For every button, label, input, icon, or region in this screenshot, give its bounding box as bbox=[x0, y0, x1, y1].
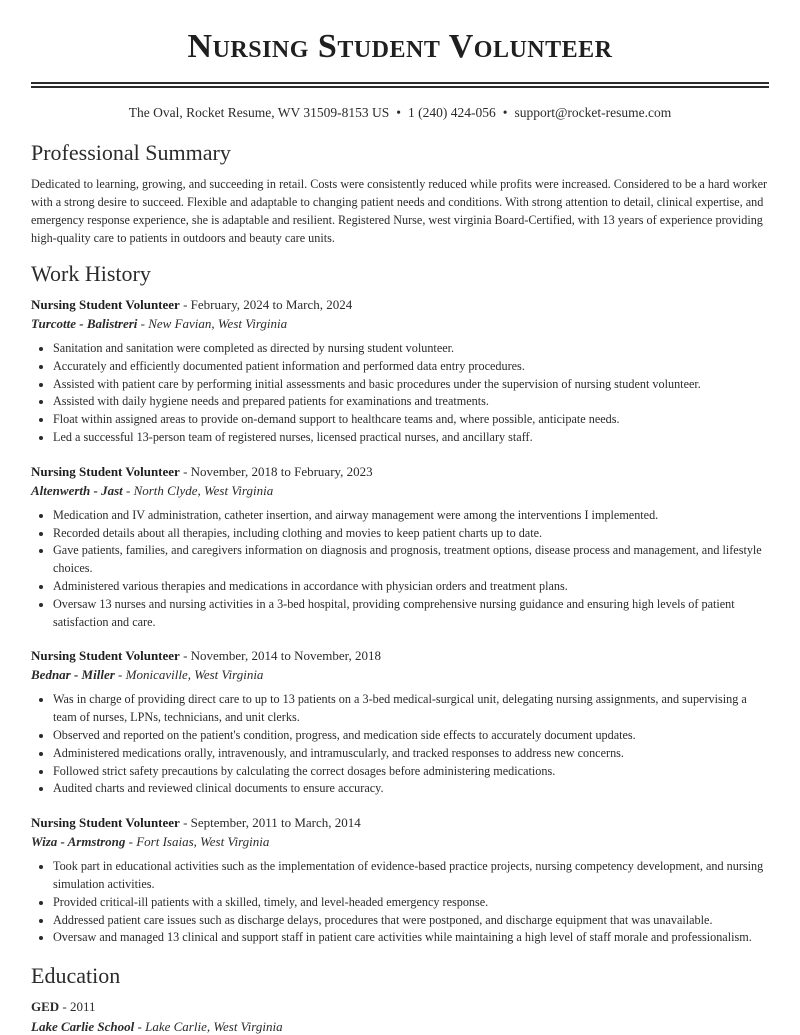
job-duty-item: • Oversaw 13 nurses and nursing activities in a 3-bed hospital, providing comprehensive nursing guidance and ensuring high levels of patient satisfaction and care. bbox=[53, 596, 769, 632]
job-duty-item: • Took part in educational activities such as the implementation of evidence-based practice projects, nursing competency development, and nursing simulation activities. bbox=[53, 858, 769, 894]
job-role: Nursing Student Volunteer bbox=[31, 297, 180, 312]
job-duty-item: • Oversaw and managed 13 clinical and support staff in patient care activities while maintaining a high level of staff morale and professionalism. bbox=[53, 929, 769, 947]
section-title-work-history: Work History bbox=[31, 261, 151, 286]
header-divider-top bbox=[31, 82, 769, 84]
job-duty-item: • Administered medications orally, intravenously, and intramuscularly, and tracked responses to address new concerns. bbox=[53, 745, 769, 763]
job-location: - Monicaville, West Virginia bbox=[114, 667, 264, 683]
job-duty-item: • Float within assigned areas to provide on-demand support to healthcare teams and, where possible, anticipate needs. bbox=[53, 411, 769, 429]
job-location: - New Favian, West Virginia bbox=[137, 316, 288, 331]
job-duty-item: • Followed strict safety precautions by calculating the correct dosages before administering medications. bbox=[53, 763, 769, 781]
contact-address: The Oval, Rocket Resume, WV 31509-8153 US bbox=[128, 105, 390, 120]
job-employer-line bbox=[31, 482, 769, 500]
job-duty-item: • Observed and reported on the patient's condition, progress, and medication side effects to accurately document updates. bbox=[53, 727, 769, 745]
summary-text: Dedicated to learning, growing, and succeeding in retail. Costs were consistently reduced while profits were increased. Considered to be a hard worker with a strong desire to succeed. Flexible and adaptable to changing patient needs and conditions. With strong attention to detail, clinical expertise, and emergency response experience, she is adaptable and resilient. Registered Nurse, west virginia Board-Certified, with 13 years of experience providing high-quality care to patients in outdoors and beauty care units. bbox=[31, 177, 768, 245]
job-entry bbox=[31, 814, 769, 947]
job-entry bbox=[31, 647, 769, 798]
job-heading bbox=[31, 647, 769, 665]
job-duty-item: • Provided critical-ill patients with a skilled, timely, and level-headed emergency response. bbox=[53, 894, 769, 912]
job-duty-item: • Medication and IV administration, catheter insertion, and airway management were among the interventions I implemented. bbox=[53, 507, 769, 525]
job-duty-item: • Recorded details about all therapies, including clothing and movies to keep patient charts up to date. bbox=[53, 525, 769, 543]
job-duty-item: • Led a successful 13-person team of registered nurses, licensed practical nurses, and ancillary staff. bbox=[53, 429, 769, 447]
work-history-section bbox=[31, 261, 769, 947]
page-title: Nursing Student Volunteer bbox=[187, 28, 613, 65]
job-role: Nursing Student Volunteer bbox=[31, 463, 180, 479]
job-list bbox=[31, 296, 769, 947]
job-dates: - September, 2011 to March, 2014 bbox=[179, 815, 361, 831]
job-role: Nursing Student Volunteer bbox=[31, 648, 180, 664]
job-entry bbox=[31, 296, 769, 447]
job-location: - Fort Isaias, West Virginia bbox=[125, 834, 270, 850]
job-duties-list bbox=[31, 340, 769, 447]
contact-line bbox=[0, 105, 800, 121]
summary-section bbox=[31, 140, 769, 247]
job-employer-line bbox=[31, 315, 769, 333]
education-school: Lake Carlie School bbox=[31, 1019, 135, 1035]
section-title-education: Education bbox=[31, 963, 121, 989]
resume-content bbox=[31, 140, 769, 1035]
job-dates: - November, 2014 to November, 2018 bbox=[179, 648, 381, 664]
education-year: - 2011 bbox=[59, 999, 96, 1015]
education-section bbox=[31, 963, 769, 1035]
job-duty-item: • Addressed patient care issues such as discharge delays, procedures that were postponed, and discharge equipment that was unavailable. bbox=[53, 912, 769, 930]
job-location: - North Clyde, West Virginia bbox=[122, 482, 274, 498]
contact-phone: 1 (240) 424-056 bbox=[407, 105, 496, 120]
section-title-summary: Professional Summary bbox=[31, 140, 231, 165]
job-company: Altenwerth - Jast bbox=[31, 482, 123, 498]
education-school-line bbox=[31, 1018, 769, 1035]
job-duty-item: • Audited charts and reviewed clinical documents to ensure accuracy. bbox=[53, 780, 769, 798]
job-duty-item: • Was in charge of providing direct care to up to 13 patients on a 3-bed medical-surgical unit, delegating nursing assignments, and supervising a team of nurses, LPNs, technicians, and unit clerks. bbox=[53, 691, 769, 727]
header-divider-bottom bbox=[31, 86, 769, 88]
job-company: Bednar - Miller bbox=[31, 667, 115, 683]
job-heading bbox=[31, 296, 769, 314]
job-duty-item: • Assisted with daily hygiene needs and prepared patients for examinations and treatments. bbox=[53, 393, 769, 411]
job-company: Wiza - Armstrong bbox=[31, 834, 126, 850]
job-duties-list bbox=[31, 858, 769, 947]
job-heading bbox=[31, 814, 769, 832]
job-heading bbox=[31, 463, 769, 481]
job-employer-line bbox=[31, 666, 769, 684]
job-duty-item: • Sanitation and sanitation were completed as directed by nursing student volunteer. bbox=[53, 340, 769, 358]
job-company: Turcotte - Balistreri bbox=[31, 316, 138, 331]
job-entry bbox=[31, 463, 769, 632]
job-dates: - November, 2018 to February, 2023 bbox=[179, 463, 373, 479]
contact-email: support@rocket-resume.com bbox=[514, 105, 672, 120]
education-location: - Lake Carlie, West Virginia bbox=[134, 1019, 283, 1035]
job-duty-item: • Administered various therapies and medications in accordance with physician orders and treatment plans. bbox=[53, 578, 769, 596]
job-duties-list bbox=[31, 507, 769, 632]
contact-separator: • bbox=[502, 105, 508, 120]
job-employer-line bbox=[31, 833, 769, 851]
job-duty-item: • Assisted with patient care by performing initial assessments and basic procedures under the supervision of nursing student volunteer. bbox=[53, 376, 769, 394]
job-duty-item: • Accurately and efficiently documented patient information and performed data entry procedures. bbox=[53, 358, 769, 376]
job-role: Nursing Student Volunteer bbox=[31, 815, 180, 831]
contact-separator: • bbox=[396, 105, 401, 120]
job-duties-list bbox=[31, 691, 769, 798]
education-entry bbox=[31, 998, 769, 1016]
job-duty-item: • Gave patients, families, and caregivers information on diagnosis and prognosis, treatment options, disease process and management, and lifestyle choices. bbox=[53, 542, 769, 578]
education-degree: GED bbox=[31, 999, 60, 1015]
job-dates: - February, 2024 to March, 2024 bbox=[179, 297, 353, 312]
